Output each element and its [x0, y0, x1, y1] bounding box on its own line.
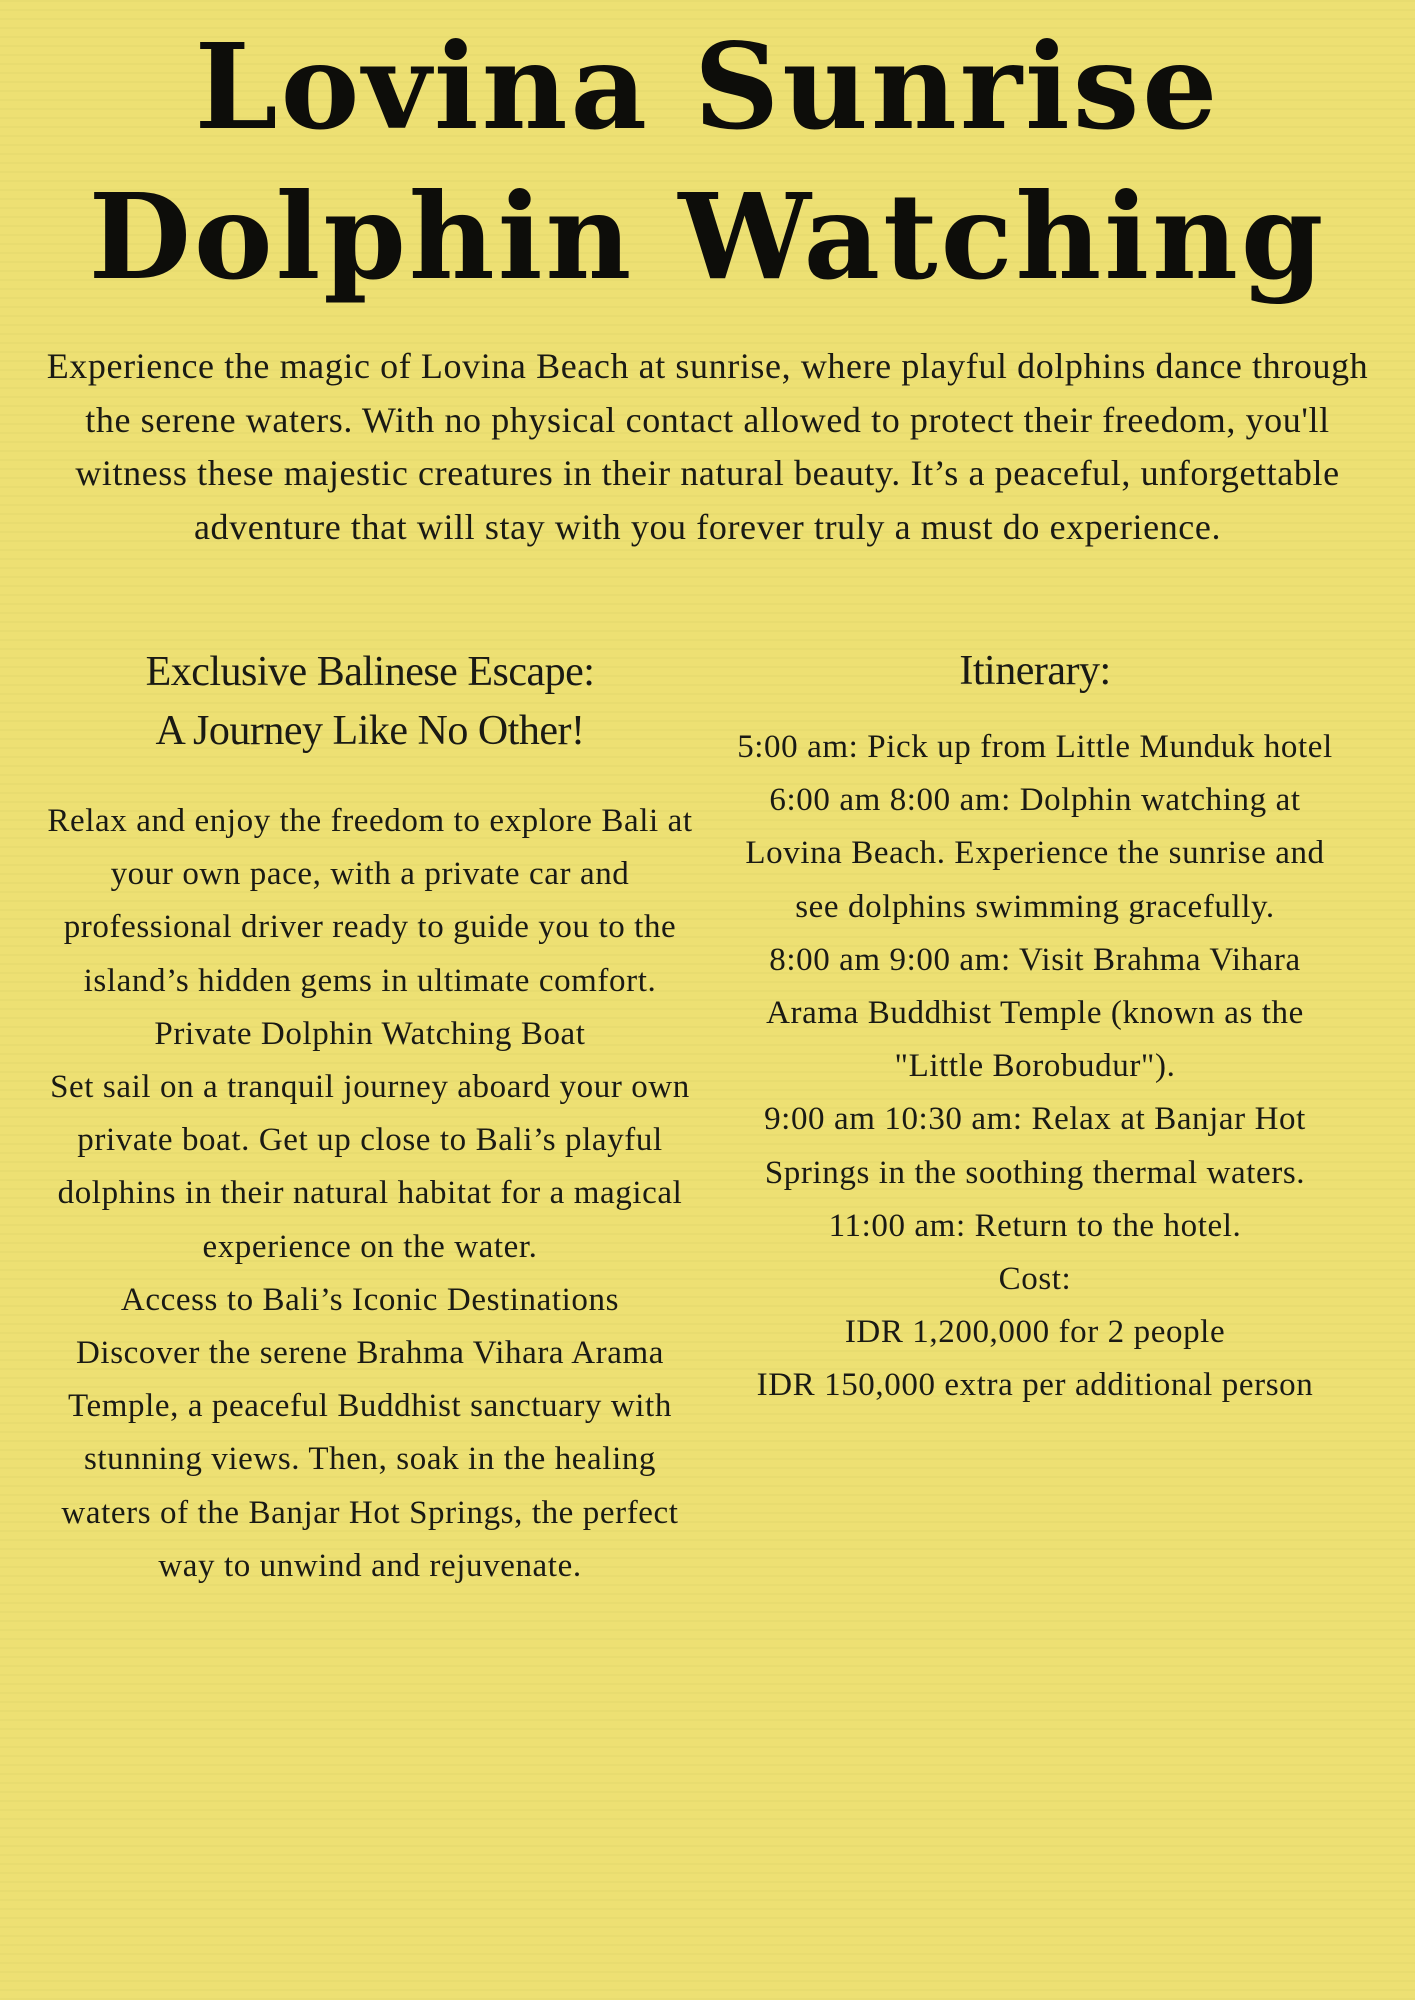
- features-body: [40, 795, 700, 1593]
- title-line-2: Dolphin Watching: [88, 167, 1327, 306]
- intro-paragraph: Experience the magic of Lovina Beach at sunrise, where playful dolphins dance through the serene waters. With no physical contact allowed to protect their freedom, you'll witness these majestic creatures in their natural beauty. It’s a peaceful, unforgettable adventure that will stay with you forever truly a must do experience.: [46, 346, 1369, 547]
- feature-boat-text: Set sail on a tranquil journey aboard your own private boat. Get up close to Bali’s playful dolphins in their natural habitat for a magical experience on the water.: [50, 1069, 690, 1265]
- feature-private-car-text: Relax and enjoy the freedom to explore Bali at your own pace, with a private car and professional driver ready to guide you to the island’s hidden gems in ultimate comfort.: [47, 803, 693, 999]
- itinerary-column: [730, 643, 1340, 1413]
- itinerary-item: 11:00 am: Return to the hotel.: [828, 1207, 1242, 1244]
- itinerary-item: 8:00 am 9:00 am: Visit Brahma Vihara Arama Buddhist Temple (known as the "Little Borobudur").: [766, 941, 1304, 1085]
- features-heading-line-1: Exclusive Balinese Escape:: [145, 649, 595, 695]
- feature-boat-heading: Private Dolphin Watching Boat: [154, 1015, 586, 1052]
- cost-line: IDR 150,000 extra per additional person: [756, 1367, 1314, 1404]
- features-heading-line-2: A Journey Like No Other!: [155, 708, 585, 754]
- feature-destinations-text: Discover the serene Brahma Vihara Arama Temple, a peaceful Buddhist sanctuary with stunning views. Then, soak in the healing waters of the Banjar Hot Springs, the perfect way to unwind and rejuvenate.: [61, 1335, 679, 1584]
- itinerary-heading: Itinerary:: [959, 648, 1111, 694]
- feature-destinations-heading: Access to Bali’s Iconic Destinations: [120, 1281, 620, 1318]
- itinerary-item: 9:00 am 10:30 am: Relax at Banjar Hot Springs in the soothing thermal waters.: [764, 1101, 1306, 1191]
- cost-line: IDR 1,200,000 for 2 people: [844, 1314, 1226, 1351]
- features-column: [40, 643, 700, 1593]
- cost-label: Cost:: [998, 1261, 1072, 1298]
- itinerary-item: 6:00 am 8:00 am: Dolphin watching at Lovina Beach. Experience the sunrise and see dolphins swimming gracefully.: [745, 782, 1325, 925]
- itinerary-item: 5:00 am: Pick up from Little Munduk hotel: [737, 729, 1333, 765]
- title-line-1: Lovina Sunrise: [194, 17, 1221, 156]
